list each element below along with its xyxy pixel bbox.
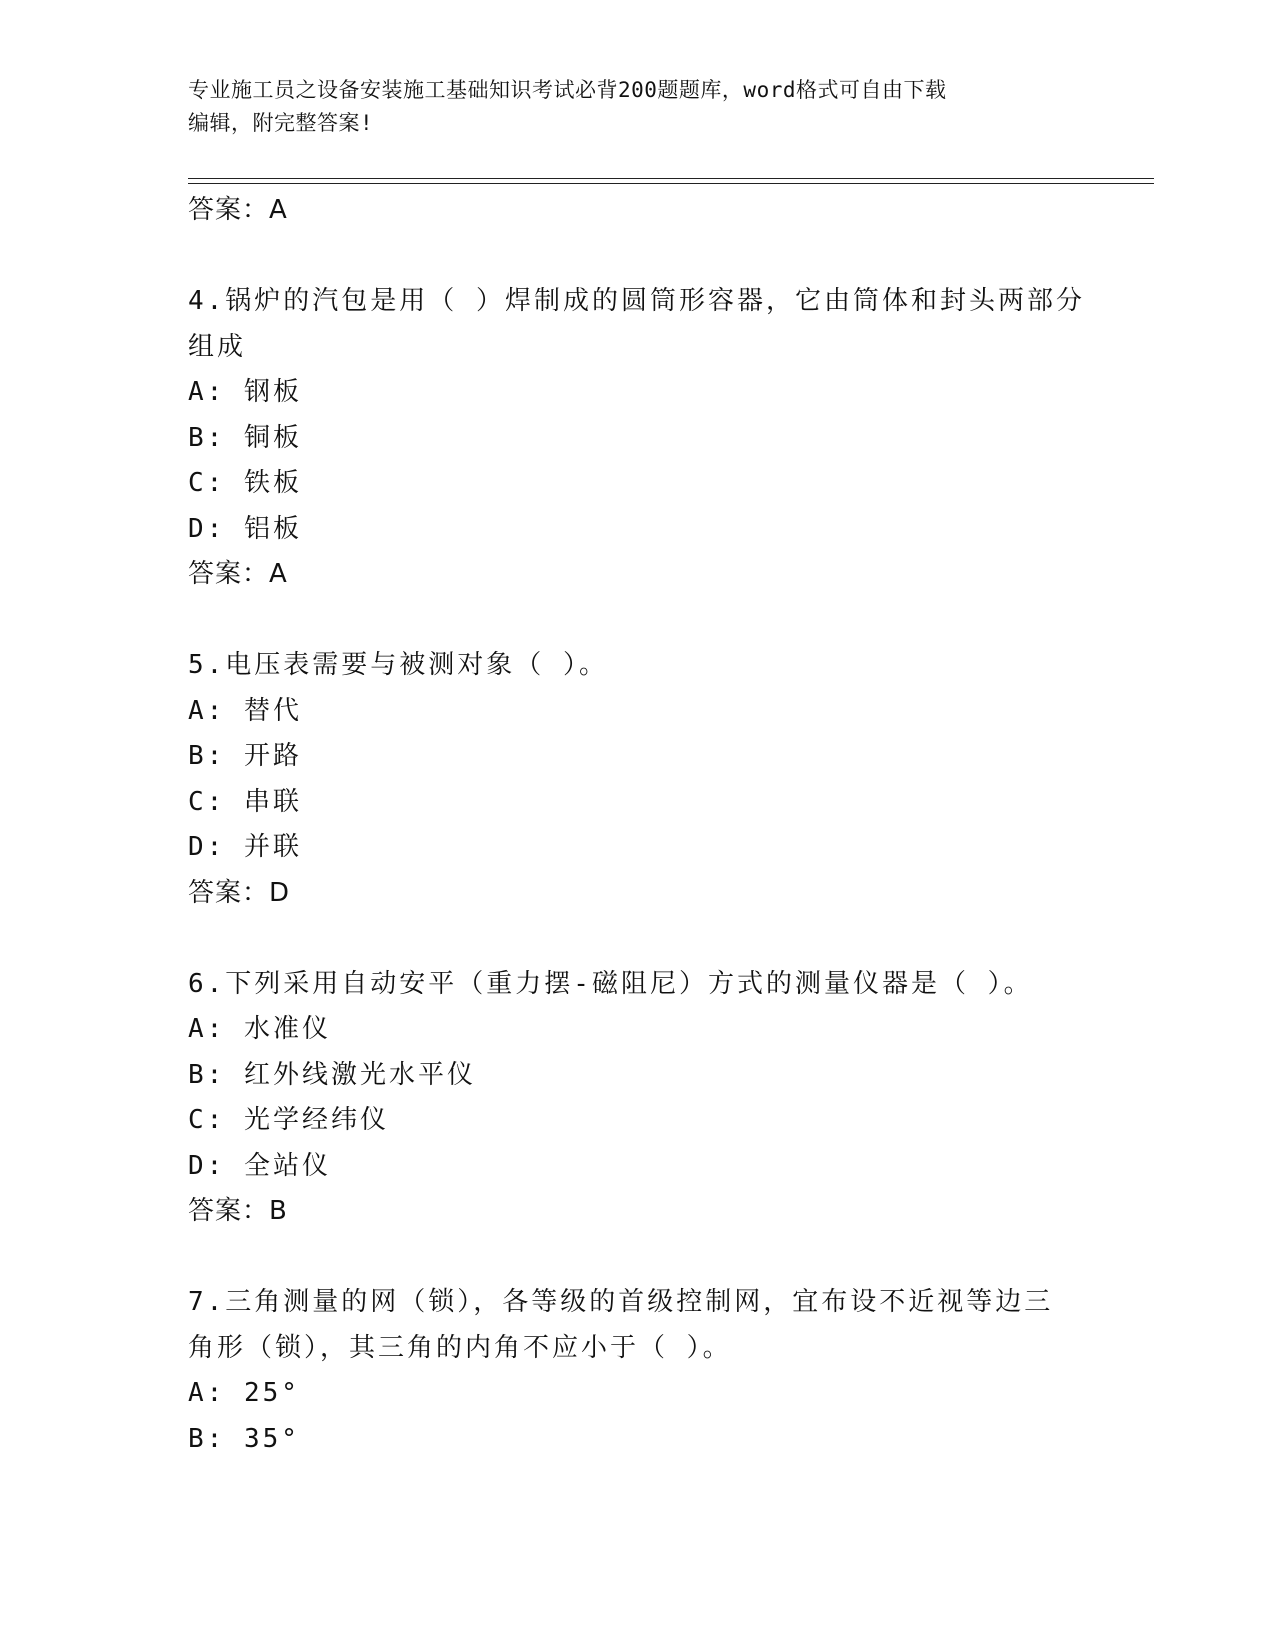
question-5 (188, 643, 1088, 916)
option-d: D: 铝板 (188, 513, 302, 544)
header-line-2: 编辑，附完整答案! (188, 111, 374, 135)
option-b: B: 红外线激光水平仪 (188, 1059, 476, 1090)
option-c: C: 光学经纬仪 (188, 1105, 389, 1135)
document-header (188, 74, 1088, 140)
option-a: A: 钢板 (188, 377, 302, 407)
question-text: 7.三角测量的网（锁），各等级的首级控制网，宜布设不近视等边三 (188, 1287, 1054, 1317)
question-7 (188, 1280, 1088, 1462)
question-4 (188, 279, 1088, 598)
option-d: D: 并联 (188, 832, 302, 862)
option-b: B: 35° (188, 1423, 300, 1454)
question-6 (188, 962, 1088, 1235)
header-rule-top (188, 178, 1154, 179)
answer: 答案：A (188, 559, 288, 589)
option-d: D: 全站仪 (188, 1150, 331, 1181)
previous-answer: 答案：A (188, 195, 288, 225)
question-list (188, 188, 1088, 1462)
option-a: A: 替代 (188, 695, 302, 726)
option-b: B: 开路 (188, 741, 302, 771)
question-text: 5.电压表需要与被测对象（ ）。 (188, 650, 608, 680)
header-line-1: 专业施工员之设备安装施工基础知识考试必背200题题库，word格式可自由下载 (188, 78, 947, 102)
header-rule-bottom (188, 183, 1154, 184)
question-text: 6.下列采用自动安平（重力摆-磁阻尼）方式的测量仪器是（ ）。 (188, 968, 1033, 999)
option-c: C: 串联 (188, 786, 302, 817)
question-text-cont: 组成 (188, 331, 247, 362)
option-b: B: 铜板 (188, 422, 302, 453)
option-a: A: 水准仪 (188, 1014, 331, 1044)
question-text-cont: 角形（锁），其三角的内角不应小于（ ）。 (188, 1332, 732, 1363)
option-a: A: 25° (188, 1378, 300, 1408)
question-text: 4.锅炉的汽包是用（ ）焊制成的圆筒形容器，它由筒体和封头两部分 (188, 286, 1085, 316)
answer: 答案：D (188, 877, 291, 908)
answer: 答案：B (188, 1196, 288, 1226)
option-c: C: 铁板 (188, 468, 302, 498)
